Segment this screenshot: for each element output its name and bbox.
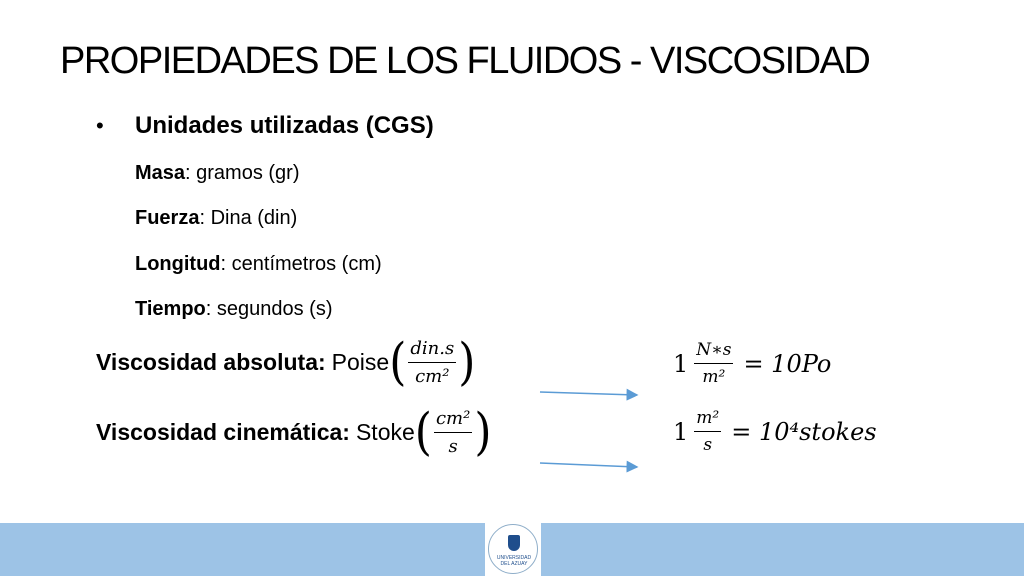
logo-text: UNIVERSIDAD DEL AZUAY bbox=[496, 555, 532, 567]
absolute-unit: Poise bbox=[331, 349, 390, 375]
eq-denominator: m² bbox=[702, 367, 726, 387]
arrow-absolute bbox=[540, 392, 637, 395]
slide-title: PROPIEDADES DE LOS FLUIDOS - VISCOSIDAD bbox=[60, 40, 870, 82]
kinematic-label: Viscosidad cinemática: bbox=[96, 419, 350, 445]
unit-name: Longitud bbox=[135, 253, 221, 275]
eq-numerator: N∗s bbox=[694, 340, 733, 364]
eq-denominator: s bbox=[703, 435, 713, 455]
logo-shield-icon bbox=[508, 535, 520, 551]
unit-value: : Dina (din) bbox=[199, 207, 298, 229]
bullet-marker: • bbox=[96, 113, 104, 138]
absolute-denominator: cm² bbox=[415, 366, 450, 387]
university-logo bbox=[485, 522, 541, 576]
eq-rhs: = 10Po bbox=[743, 349, 832, 378]
unit-value: : gramos (gr) bbox=[185, 162, 300, 184]
eq-rhs: = 10⁴stokes bbox=[731, 417, 877, 446]
kinematic-unit: Stoke bbox=[355, 419, 415, 445]
logo-seal bbox=[488, 524, 538, 574]
eq-one: 1 bbox=[673, 417, 689, 446]
right-paren: ) bbox=[474, 402, 492, 462]
unit-name: Fuerza bbox=[135, 207, 200, 229]
left-paren: ( bbox=[414, 402, 432, 462]
kinematic-numerator: cm² bbox=[434, 408, 472, 433]
unit-name: Tiempo bbox=[135, 298, 206, 320]
eq-one: 1 bbox=[673, 349, 689, 378]
unit-value: : centímetros (cm) bbox=[220, 253, 382, 275]
eq-numerator: m² bbox=[694, 408, 721, 432]
units-heading: Unidades utilizadas (CGS) bbox=[135, 112, 434, 139]
unit-value: : segundos (s) bbox=[205, 298, 333, 320]
kinematic-denominator: s bbox=[448, 436, 458, 457]
left-paren: ( bbox=[389, 332, 407, 392]
right-paren: ) bbox=[458, 332, 476, 392]
unit-name: Masa bbox=[135, 162, 186, 184]
absolute-label: Viscosidad absoluta: bbox=[96, 349, 326, 375]
absolute-numerator: din.s bbox=[408, 338, 456, 363]
arrow-kinematic bbox=[540, 463, 637, 467]
